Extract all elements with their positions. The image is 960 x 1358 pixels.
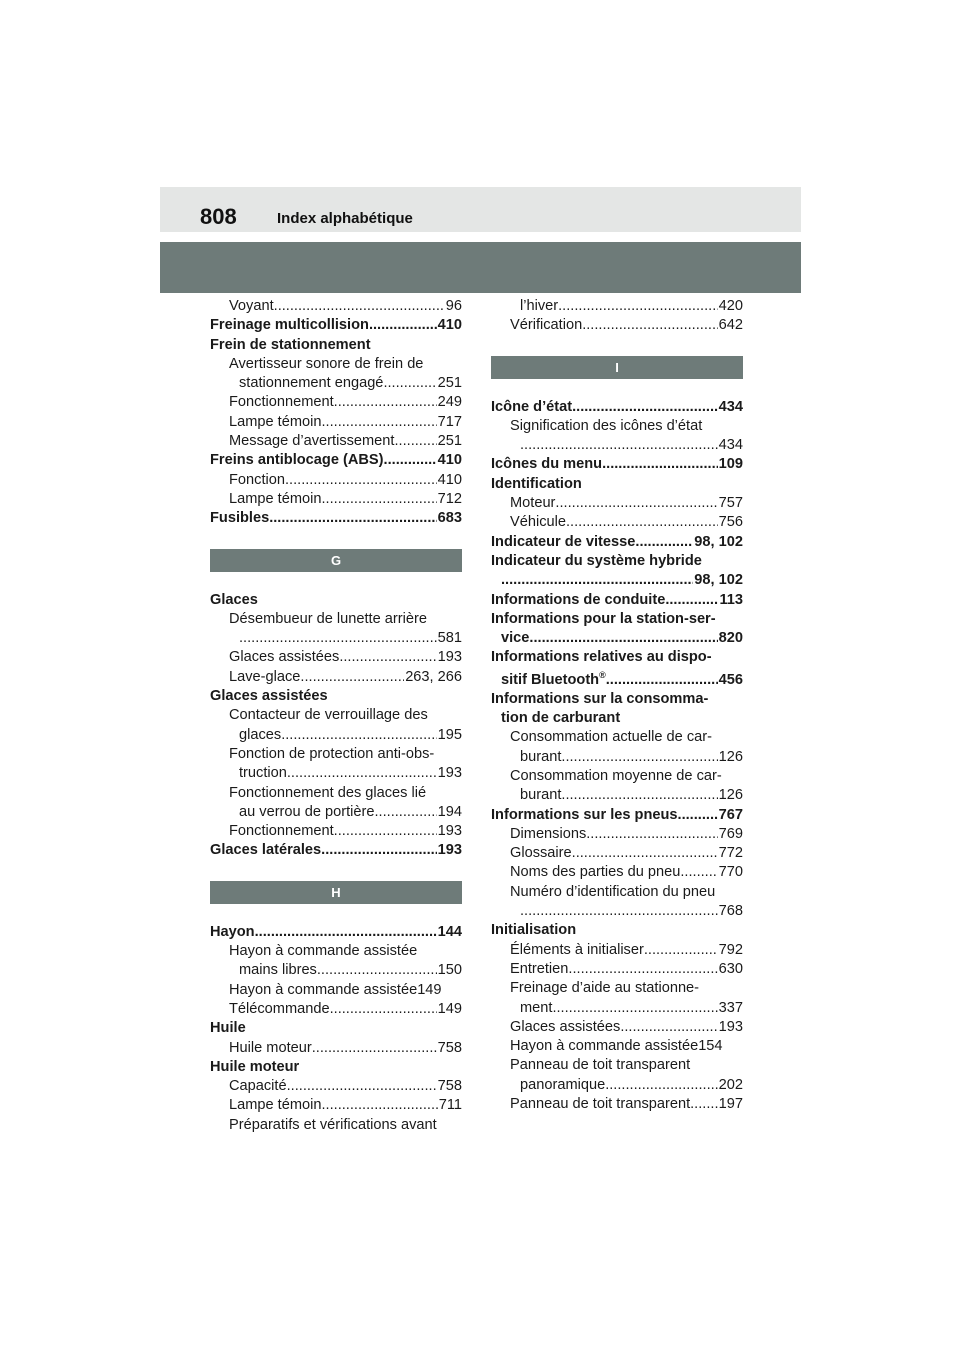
index-entry-text: Consommation moyenne de car-	[510, 767, 722, 784]
index-entry[interactable]: Glaces latérales ..... 193	[210, 841, 462, 860]
index-entry-text: Panneau de toit transparent	[510, 1057, 691, 1074]
index-entry-text: Numéro d’identification du pneu	[510, 883, 716, 900]
index-heading: Informations pour la station-ser-	[491, 610, 716, 627]
index-entry[interactable]: burant ..... 126	[491, 748, 743, 767]
index-entry[interactable]: Télécommande ..... 149	[210, 1000, 462, 1019]
index-entry[interactable]: Glaces assistées ..... 193	[210, 648, 462, 667]
index-entry[interactable]: Fusibles ..... 683	[210, 509, 462, 528]
index-entry-text: Désembueur de lunette arrière	[229, 610, 427, 627]
section-letter-h: H	[210, 881, 462, 904]
index-entry-text: Fonction de protection anti-obs-	[229, 745, 435, 762]
section-letter-g: G	[210, 549, 462, 572]
index-entry[interactable]: ..... 768	[491, 902, 743, 921]
page-number: 808	[200, 204, 237, 229]
index-heading: Identification	[491, 475, 582, 492]
index-entry[interactable]: Panneau de toit transparent ..... 197	[491, 1095, 743, 1114]
index-column-right	[491, 297, 743, 1114]
index-entry[interactable]: Indicateur de vitesse ..... 98, 102	[491, 533, 743, 552]
page-title: Index alphabétique	[277, 210, 413, 227]
index-entry[interactable]: Message d’avertissement ..... 251	[210, 432, 462, 451]
header-banner	[160, 242, 801, 293]
index-entry[interactable]: burant ..... 126	[491, 786, 743, 805]
page-header	[160, 187, 801, 232]
index-entry[interactable]: l’hiver ..... 420	[491, 297, 743, 316]
index-entry[interactable]: glaces ..... 195	[210, 726, 462, 745]
index-heading: Indicateur du système hybride	[491, 552, 702, 569]
index-entry[interactable]: Lave-glace ..... 263, 266	[210, 668, 462, 687]
index-entry[interactable]: Freinage multicollision ..... 410	[210, 316, 462, 335]
index-entry[interactable]: Icônes du menu ..... 109	[491, 455, 743, 474]
index-entry[interactable]: Vérification ..... 642	[491, 316, 743, 335]
index-heading: Huile	[210, 1020, 246, 1037]
index-entry[interactable]: Entretien ..... 630	[491, 960, 743, 979]
index-entry[interactable]: vice ..... 820	[491, 629, 743, 648]
index-heading: Glaces assistées	[210, 688, 328, 705]
index-entry[interactable]: Voyant ..... 96	[210, 297, 462, 316]
index-heading-cont: tion de carburant	[501, 710, 621, 727]
index-entry-text: Signification des icônes d’état	[510, 417, 703, 434]
index-entry[interactable]: truction ..... 193	[210, 764, 462, 783]
index-entry[interactable]: Fonctionnement ..... 193	[210, 822, 462, 841]
index-heading: Initialisation	[491, 922, 577, 939]
index-entry[interactable]: Lampe témoin ..... 717	[210, 413, 462, 432]
index-entry[interactable]: Fonction ..... 410	[210, 471, 462, 490]
index-entry-text: Freinage d’aide au stationne-	[510, 980, 700, 997]
index-entry-text: Consommation actuelle de car-	[510, 729, 712, 746]
index-entry[interactable]: au verrou de portière ..... 194	[210, 803, 462, 822]
index-column-left	[210, 297, 462, 1135]
index-entry-text[interactable]: Hayon à commande assistée149	[229, 981, 442, 998]
section-letter-i: I	[491, 356, 743, 379]
index-heading: Frein de stationnement	[210, 336, 371, 353]
index-heading: Huile moteur	[210, 1058, 300, 1075]
index-entry-text[interactable]: Hayon à commande assistée154	[510, 1038, 723, 1055]
index-entry[interactable]: sitif Bluetooth® ..... 456	[491, 668, 743, 690]
index-entry[interactable]: Dimensions ..... 769	[491, 825, 743, 844]
index-entry[interactable]: Hayon ..... 144	[210, 923, 462, 942]
index-entry[interactable]: Noms des parties du pneu ..... 770	[491, 863, 743, 882]
index-entry[interactable]: panoramique ..... 202	[491, 1076, 743, 1095]
index-entry-text: Contacteur de verrouillage des	[229, 707, 428, 724]
index-entry[interactable]: Fonctionnement ..... 249	[210, 393, 462, 412]
index-heading: Informations relatives au dispo-	[491, 649, 712, 666]
index-entry[interactable]: ..... 98, 102	[491, 571, 743, 590]
index-entry[interactable]: ment ..... 337	[491, 999, 743, 1018]
index-entry[interactable]: Informations de conduite ..... 113	[491, 591, 743, 610]
index-entry[interactable]: Lampe témoin ..... 712	[210, 490, 462, 509]
index-entry[interactable]: Huile moteur ..... 758	[210, 1039, 462, 1058]
index-entry-text: Hayon à commande assistée	[229, 943, 418, 960]
index-entry[interactable]: Moteur ..... 757	[491, 494, 743, 513]
index-entry-text: Fonctionnement des glaces lié	[229, 784, 427, 801]
index-heading: Glaces	[210, 591, 258, 608]
index-entry[interactable]: Véhicule ..... 756	[491, 513, 743, 532]
index-entry[interactable]: Glaces assistées ..... 193	[491, 1018, 743, 1037]
index-entry-text: Avertisseur sonore de frein de	[229, 355, 424, 372]
index-entry-text: Préparatifs et vérifications avant	[229, 1116, 437, 1133]
index-entry[interactable]: Capacité ..... 758	[210, 1077, 462, 1096]
index-entry[interactable]: stationnement engagé ..... 251	[210, 374, 462, 393]
index-entry[interactable]: Lampe témoin ..... 711	[210, 1096, 462, 1115]
index-entry[interactable]: ..... 581	[210, 629, 462, 648]
index-entry[interactable]: Icône d’état ..... 434	[491, 398, 743, 417]
index-heading: Informations sur la consomma-	[491, 690, 709, 707]
index-entry[interactable]: Éléments à initialiser ..... 792	[491, 941, 743, 960]
index-entry[interactable]: Informations sur les pneus ..... 767	[491, 806, 743, 825]
index-entry[interactable]: mains libres ..... 150	[210, 961, 462, 980]
index-entry[interactable]: ..... 434	[491, 436, 743, 455]
index-entry[interactable]: Freins antiblocage (ABS) ..... 410	[210, 451, 462, 470]
index-entry[interactable]: Glossaire ..... 772	[491, 844, 743, 863]
